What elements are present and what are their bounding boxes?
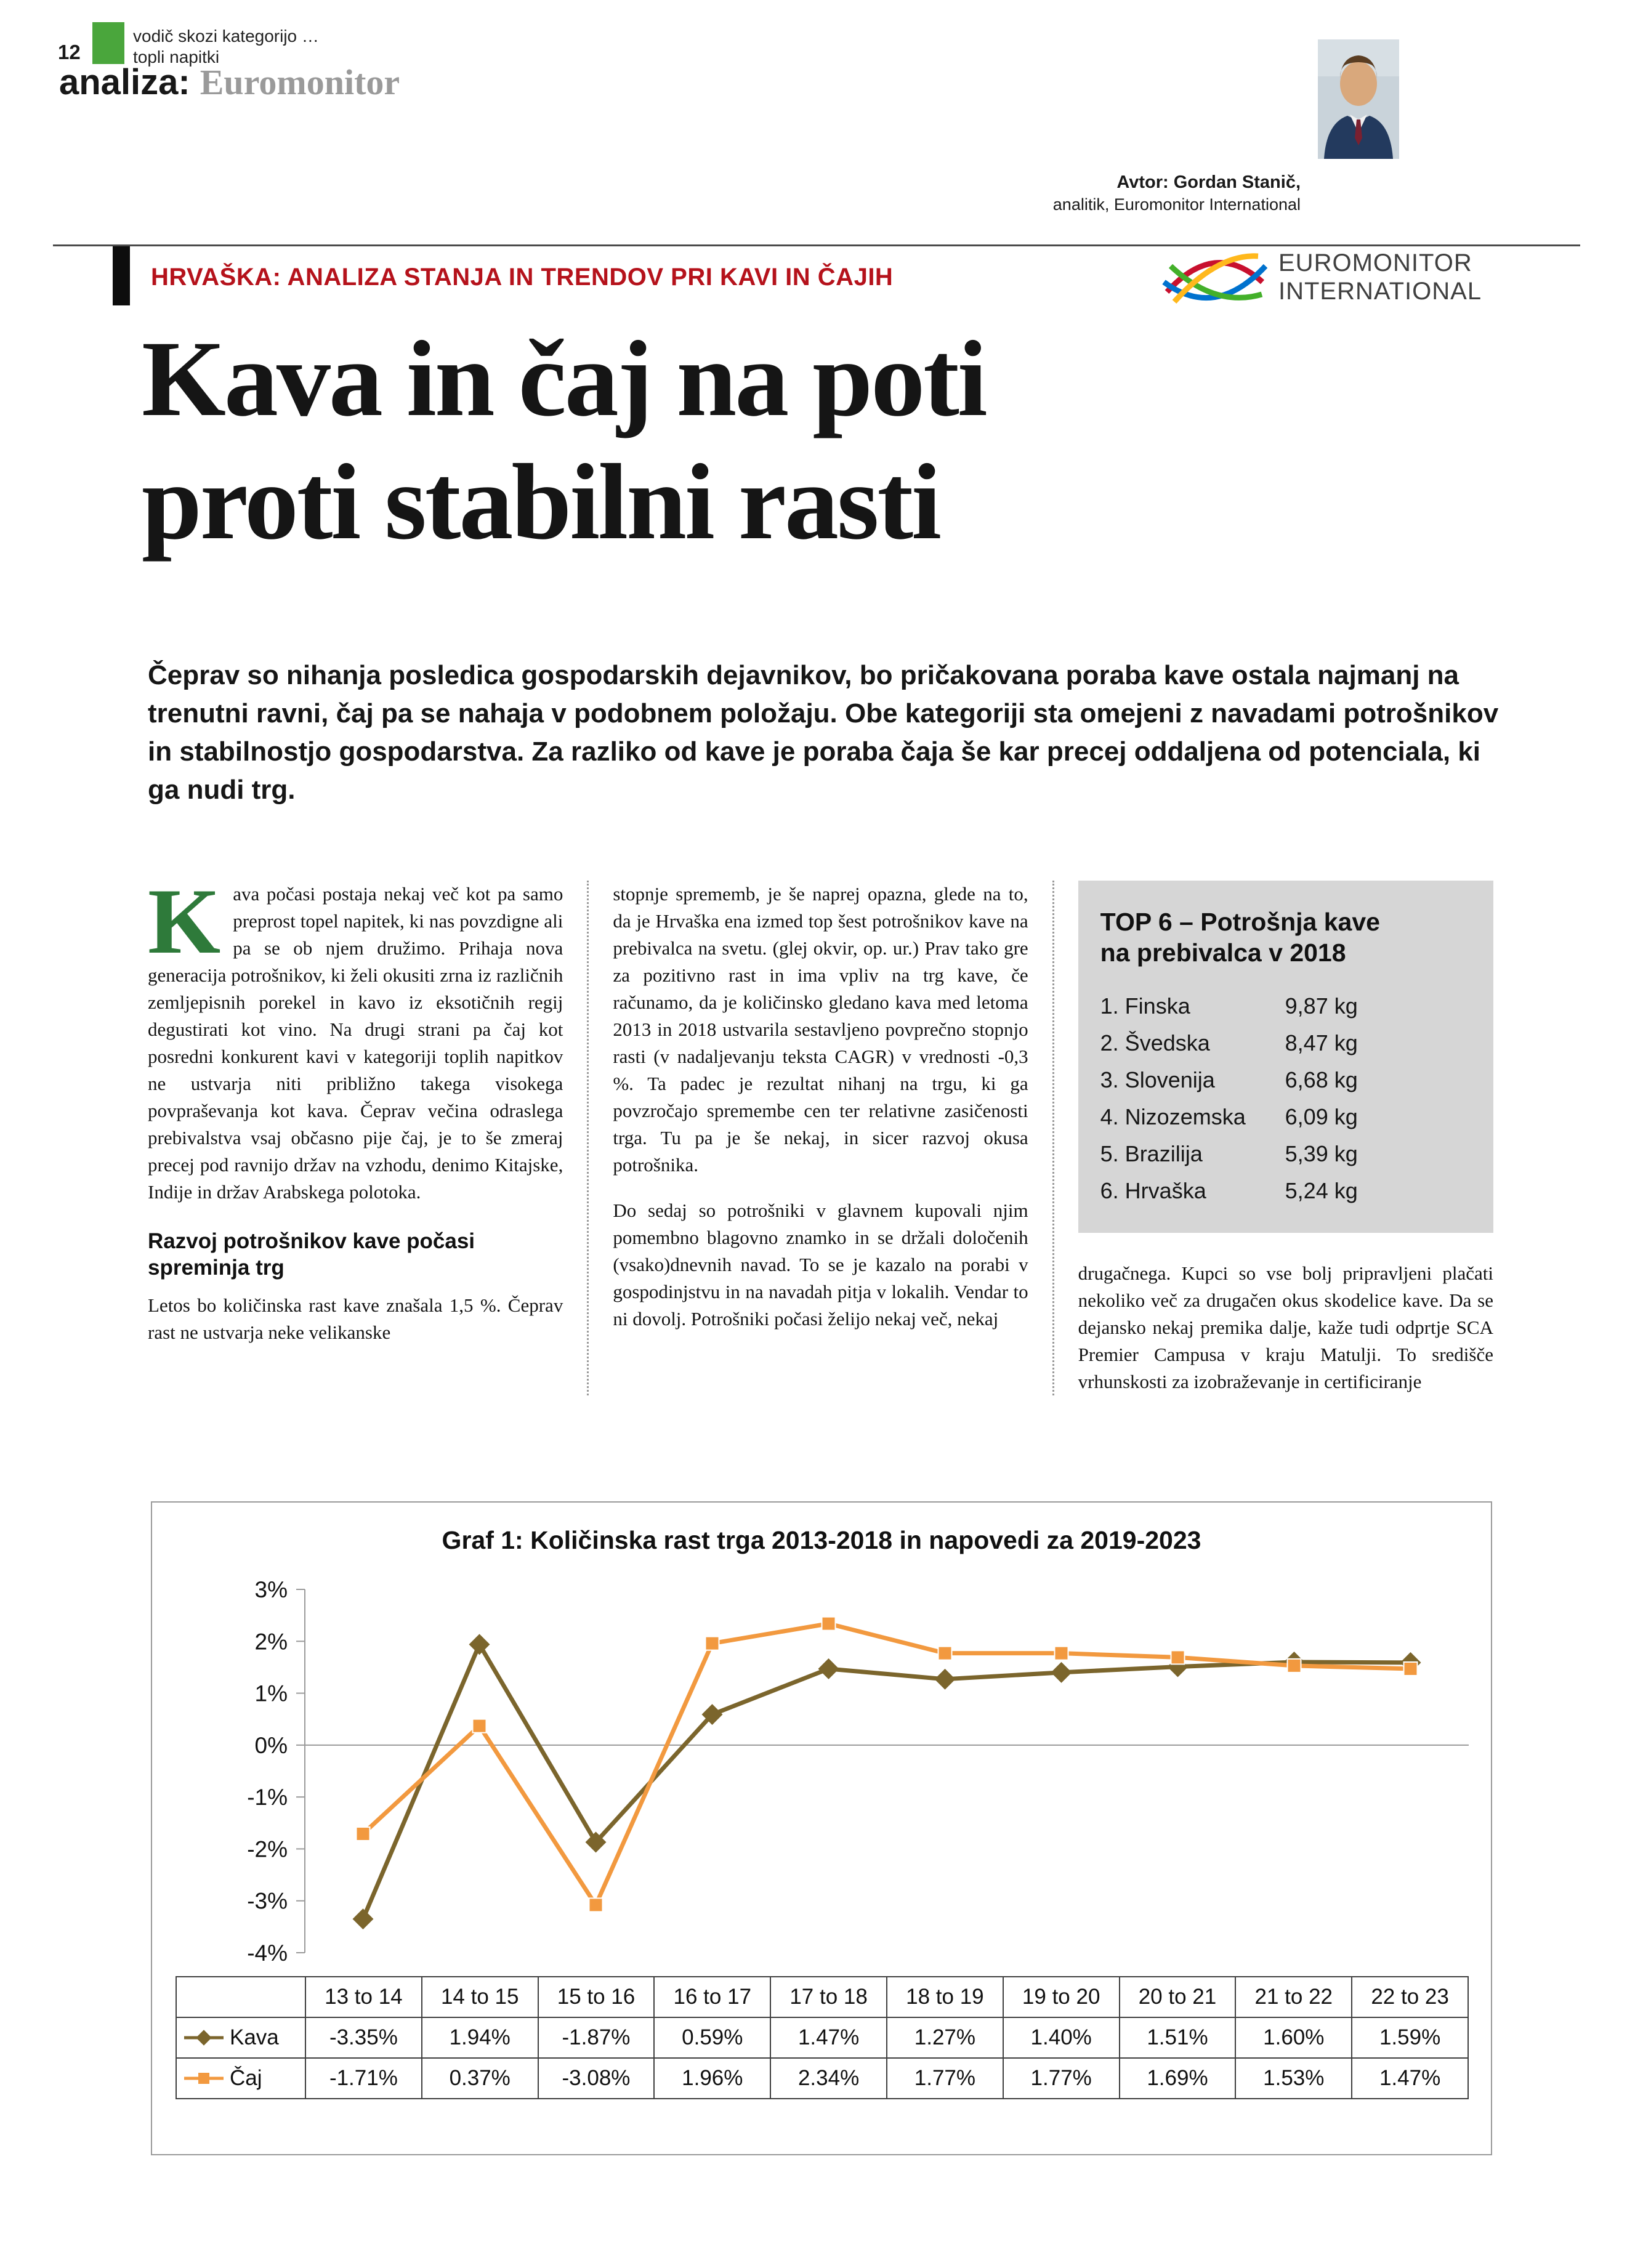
top6-value: 9,87 kg — [1285, 993, 1358, 1019]
legend-cell — [176, 2017, 305, 2058]
chart-data-table — [176, 1976, 1469, 2099]
chart-table-value: 1.96% — [654, 2058, 770, 2099]
chart-table-category: 21 to 22 — [1235, 1977, 1352, 2017]
top6-title-line1: TOP 6 – Potrošnja kave — [1100, 908, 1380, 936]
chart-table-value: 1.40% — [1003, 2017, 1120, 2058]
svg-text:-1%: -1% — [247, 1785, 288, 1810]
svg-text:-2%: -2% — [247, 1836, 288, 1862]
euromonitor-logo-text — [1278, 249, 1482, 305]
top6-country: 2. Švedska — [1100, 1030, 1210, 1055]
chart-table-series-row — [176, 2058, 1468, 2099]
top6-title-line2: na prebivalca v 2018 — [1100, 938, 1346, 967]
body-column-1 — [148, 870, 563, 1395]
top6-row — [1100, 1025, 1471, 1062]
legend-label: Kava — [230, 2025, 279, 2049]
svg-text:1%: 1% — [254, 1681, 288, 1706]
svg-text:2%: 2% — [254, 1629, 288, 1655]
category-kicker-line2: topli napitki — [133, 47, 220, 67]
category-kicker-line1: vodič skozi kategorijo … — [133, 26, 319, 46]
author-title: analitik, Euromonitor International — [1052, 195, 1301, 214]
top6-row — [1100, 988, 1471, 1025]
top6-box — [1078, 881, 1493, 1233]
body-subhead: Razvoj potrošnikov kave počasi spreminja trg — [148, 1229, 475, 1280]
chart-table-category: 20 to 21 — [1120, 1977, 1236, 2017]
chart-table-value: 1.77% — [887, 2058, 1003, 2099]
chart-table-value: 2.34% — [770, 2058, 887, 2099]
section-brand: Euromonitor — [200, 62, 400, 102]
top6-row — [1100, 1062, 1471, 1099]
chart-table-series-row — [176, 2017, 1468, 2058]
header-divider — [53, 244, 1580, 246]
chart-table-value: 1.94% — [422, 2017, 538, 2058]
top6-value: 5,24 kg — [1285, 1178, 1358, 1203]
article-title-line1: Kava in čaj na poti — [142, 319, 986, 439]
top6-title — [1100, 906, 1471, 968]
paragraph: Letos bo količinska rast kave znašala 1,5 %. Čeprav rast ne ustvarja neke velikanske — [148, 1294, 563, 1343]
article-kicker: HRVAŠKA: ANALIZA STANJA IN TRENDOV PRI KAVI IN ČAJIH — [151, 264, 894, 291]
page-number: 12 — [58, 41, 81, 63]
section-tab-mark — [113, 246, 130, 305]
svg-text:-4%: -4% — [247, 1940, 288, 1966]
chart-table-value: 1.27% — [887, 2017, 1003, 2058]
category-color-square — [92, 22, 124, 64]
legend-label: Čaj — [230, 2066, 262, 2090]
chart-table-category: 22 to 23 — [1352, 1977, 1468, 2017]
top6-row — [1100, 1099, 1471, 1136]
top6-country: 3. Slovenija — [1100, 1067, 1215, 1092]
article-lead: Čeprav so nihanja posledica gospodarskih dejavnikov, bo pričakovana poraba kave ostala najmanj na trenutni ravni, čaj pa se nahaja v podobnem položaju. Obe kategoriji sta omejeni z navadami potrošnikov in stabilnostjo gospodarstva. Za razliko od kave je poraba čaja še kar precej oddaljena od potenciala, ki ga nudi trg. — [148, 660, 1499, 805]
author-credit — [1053, 171, 1301, 215]
chart-table-value: 1.69% — [1120, 2058, 1236, 2099]
section-label: analiza: — [59, 62, 190, 102]
paragraph: stopnje sprememb, je še naprej opazna, glede na to, da je Hrvaška ena izmed top šest potrošnikov kave na prebivalca na svetu. (glej okvir, op. ur.) Prav tako gre za pozitivno rast in ima vpliv na trg kave, če računamo, da je količinsko gledano kava med letoma 2013 in 2018 ustvarila sestavljeno povprečno stopnjo rasti (v nadaljevanju teksta CAGR) v vrednosti -0,3 %. Ta padec je rezultat nihanj na trgu, ki ga povzročajo spremembe cen ter relativne zasičenosti trga. Tu pa je še nekaj, in sicer razvoj okusa potrošnika. — [613, 883, 1028, 1176]
legend-square-icon — [183, 2070, 225, 2086]
top6-row — [1100, 1136, 1471, 1172]
chart-table-value: 1.47% — [1352, 2058, 1468, 2099]
chart-table-category: 16 to 17 — [654, 1977, 770, 2017]
euromonitor-logo — [1161, 248, 1482, 307]
top6-value: 6,68 kg — [1285, 1067, 1358, 1092]
euromonitor-logo-line2: INTERNATIONAL — [1278, 278, 1482, 305]
chart-table-value: -1.87% — [538, 2017, 655, 2058]
chart-table-category: 14 to 15 — [422, 1977, 538, 2017]
chart-table-value: 0.59% — [654, 2017, 770, 2058]
chart-table-value: 0.37% — [422, 2058, 538, 2099]
author-portrait-illustration — [1318, 39, 1399, 159]
paragraph: drugačnega. Kupci so vse bolj pripravljeni plačati nekoliko več za drugačen okus skodelice kave. Da se dejansko nekaj premika dalje, kaže tudi odprtje SCA Premier Campusa v kraju Matulji. To središče vrhunskosti za izobraževanje in certificiranje — [1078, 1262, 1493, 1392]
top6-country: 1. Finska — [1100, 993, 1190, 1019]
author-name: Avtor: Gordan Stanič, — [1116, 172, 1301, 192]
legend-cell — [176, 2058, 305, 2099]
chart-table-category: 17 to 18 — [770, 1977, 887, 2017]
line-chart — [176, 1571, 1469, 1971]
top6-country: 6. Hrvaška — [1100, 1178, 1206, 1203]
euromonitor-arcs-icon — [1161, 248, 1269, 307]
article-body — [148, 870, 1493, 1395]
chart-table-category: 13 to 14 — [305, 1977, 422, 2017]
legend-corner-cell — [176, 1977, 305, 2017]
chart-table-header-row — [176, 1977, 1468, 2017]
legend-diamond-icon — [183, 2030, 225, 2046]
chart-table-value: 1.59% — [1352, 2017, 1468, 2058]
svg-text:0%: 0% — [254, 1732, 288, 1758]
chart-title: Graf 1: Količinska rast trga 2013-2018 in napovedi za 2019-2023 — [442, 1526, 1201, 1554]
chart-box — [151, 1501, 1492, 2155]
top6-country: 4. Nizozemska — [1100, 1104, 1246, 1129]
top6-value: 8,47 kg — [1285, 1030, 1358, 1055]
chart-table-value: -3.35% — [305, 2017, 422, 2058]
chart-table-category: 19 to 20 — [1003, 1977, 1120, 2017]
top6-row — [1100, 1172, 1471, 1209]
chart-table-value: 1.47% — [770, 2017, 887, 2058]
drop-cap: K — [148, 870, 221, 973]
chart-table-category: 18 to 19 — [887, 1977, 1003, 2017]
body-column-3 — [1052, 881, 1493, 1395]
author-photo — [1318, 39, 1399, 159]
svg-text:3%: 3% — [254, 1577, 288, 1602]
section-heading — [59, 62, 400, 103]
body-column-2 — [587, 881, 1028, 1395]
chart-table-value: 1.77% — [1003, 2058, 1120, 2099]
svg-text:-3%: -3% — [247, 1888, 288, 1914]
article-title — [142, 318, 986, 564]
chart-table-value: 1.60% — [1235, 2017, 1352, 2058]
chart-table-value: 1.53% — [1235, 2058, 1352, 2099]
paragraph — [148, 870, 563, 1206]
chart-area — [176, 1571, 1469, 2099]
paragraph: Do sedaj so potrošniki v glavnem kupovali njim pomembno blagovno znamko in se držali določenih (vsako)dnevnih navad. To se je kazalo na porabi v gospodinjstvu in na navadah pitja v lokalih. Vendar to ni dovolj. Potrošniki počasi želijo nekaj več, nekaj — [613, 1200, 1028, 1330]
chart-table-category: 15 to 16 — [538, 1977, 655, 2017]
top6-value: 6,09 kg — [1285, 1104, 1358, 1129]
euromonitor-logo-line1: EUROMONITOR — [1278, 249, 1472, 276]
article-title-line2: proti stabilni rasti — [142, 442, 940, 562]
paragraph-text: ava počasi postaja nekaj več kot pa samo preprost topel napitek, ki nas povzdigne ali pa se ob njem družimo. Prihaja nova generacija potrošnikov, ki želi okusiti zrna iz različnih zemljepisnih porekel in kavo iz eksotičnih regij degustirati kot vino. Na drugi strani pa čaj kot posredni konkurent kavi v kategoriji toplih napitkov ne ustvarja niti približno takega visokega povpraševanja kot kava. Čeprav večina odraslega prebivalstva vsaj občasno pije čaj, je to še zmeraj precej pod ravnijo držav na vzhodu, denimo Kitajske, Indije in držav Arabskega polotoka. — [148, 883, 563, 1203]
chart-table-value: -1.71% — [305, 2058, 422, 2099]
top6-country: 5. Brazilija — [1100, 1141, 1203, 1166]
chart-table-value: 1.51% — [1120, 2017, 1236, 2058]
chart-table-value: -3.08% — [538, 2058, 655, 2099]
top6-value: 5,39 kg — [1285, 1141, 1358, 1166]
